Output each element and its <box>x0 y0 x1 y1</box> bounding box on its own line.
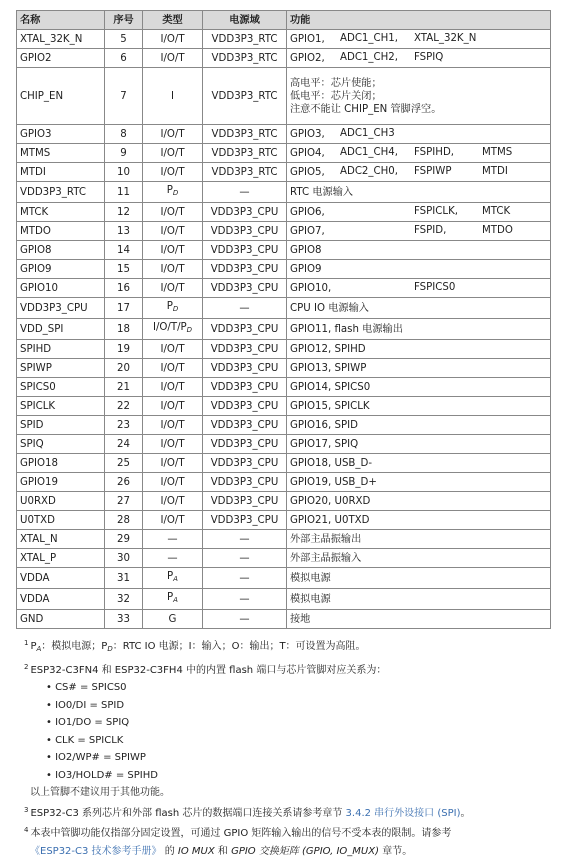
section-link[interactable]: 3.4.2 串行外设接口 (SPI) <box>346 808 461 819</box>
pin-number: 10 <box>105 163 143 182</box>
pin-name: XTAL_N <box>17 530 105 549</box>
pin-power-domain: VDD3P3_RTC <box>203 30 287 49</box>
pin-name: GND <box>17 610 105 629</box>
pin-type: I/O/T <box>143 378 203 397</box>
pin-number: 27 <box>105 492 143 511</box>
pin-name: GPIO3 <box>17 125 105 144</box>
table-row <box>17 610 551 629</box>
footnote-1: $^1$ $P_A$：模拟电源；$P_D$：RTC IO 电源；I：输入；O：输出；T：可设置为高阻。 <box>16 635 550 659</box>
pin-type: I/O/T <box>143 30 203 49</box>
pin-name: GPIO19 <box>17 473 105 492</box>
pin-power-domain: VDD3P3_CPU <box>203 492 287 511</box>
bullet-item: • IO2/WP# = SPIWP <box>16 749 550 767</box>
pin-number: 8 <box>105 125 143 144</box>
pin-number: 29 <box>105 530 143 549</box>
pin-number: 28 <box>105 511 143 530</box>
pin-power-domain: VDD3P3_CPU <box>203 359 287 378</box>
pin-number: 19 <box>105 340 143 359</box>
pin-power-domain: VDD3P3_CPU <box>203 435 287 454</box>
pin-function: GPIO10, FSPICS0 <box>287 279 551 298</box>
footnote-2: $^2$ ESP32-C3FN4 和 ESP32-C3FH4 中的内置 flash 端口与芯片管脚对应关系为： <box>16 659 550 680</box>
table-row <box>17 589 551 610</box>
pin-number: 5 <box>105 30 143 49</box>
pin-number: 25 <box>105 454 143 473</box>
table-row <box>17 49 551 68</box>
table-row <box>17 473 551 492</box>
pin-number: 9 <box>105 144 143 163</box>
footnote-4-cont: 《ESP32-C3 技术参考手册》 的 IO MUX 和 GPIO 交换矩阵 (GPIO, IO_MUX) 章节。 <box>16 843 550 860</box>
pin-type: I/O/T <box>143 49 203 68</box>
pin-function: GPIO2, ADC1_CH2, FSPIQ <box>287 49 551 68</box>
pin-power-domain: — <box>203 530 287 549</box>
pin-function: GPIO21, U0TXD <box>287 511 551 530</box>
pin-type: I/O/T <box>143 435 203 454</box>
pin-power-domain: — <box>203 610 287 629</box>
pin-function: GPIO6, FSPICLK, MTCK <box>287 203 551 222</box>
pin-function: GPIO5, ADC2_CH0, FSPIWP MTDI <box>287 163 551 182</box>
pin-number: 23 <box>105 416 143 435</box>
footnote-4: $^4$ 本表中管脚功能仅指部分固定设置，可通过 GPIO 矩阵输入输出的信号不受本表的限制。请参考 <box>16 822 550 843</box>
pin-type: $P_A$ <box>143 568 203 589</box>
pin-type: $P_D$ <box>143 298 203 319</box>
pin-power-domain: VDD3P3_CPU <box>203 241 287 260</box>
table-row <box>17 182 551 203</box>
pin-function: GPIO18, USB_D- <box>287 454 551 473</box>
pin-number: 15 <box>105 260 143 279</box>
pin-number: 13 <box>105 222 143 241</box>
pin-power-domain: VDD3P3_CPU <box>203 397 287 416</box>
pin-name: SPICS0 <box>17 378 105 397</box>
bullet-item: • IO1/DO = SPIQ <box>16 714 550 732</box>
pin-function: GPIO17, SPIQ <box>287 435 551 454</box>
pin-power-domain: VDD3P3_CPU <box>203 454 287 473</box>
table-row <box>17 492 551 511</box>
pin-name: GPIO10 <box>17 279 105 298</box>
bullet-item: • CLK = SPICLK <box>16 732 550 750</box>
pin-number: 24 <box>105 435 143 454</box>
header-function: 功能 <box>287 11 551 30</box>
table-row <box>17 125 551 144</box>
pin-type: I/O/T <box>143 359 203 378</box>
pin-number: 18 <box>105 319 143 340</box>
pin-power-domain: VDD3P3_RTC <box>203 163 287 182</box>
pin-number: 20 <box>105 359 143 378</box>
pin-name: MTMS <box>17 144 105 163</box>
pin-function: GPIO12, SPIHD <box>287 340 551 359</box>
pin-function: GPIO9 <box>287 260 551 279</box>
pin-type: $I/O/T/P_D$ <box>143 319 203 340</box>
pin-name: GPIO2 <box>17 49 105 68</box>
pin-function: 外部主晶振输入 <box>287 549 551 568</box>
pin-name: U0TXD <box>17 511 105 530</box>
pin-power-domain: — <box>203 589 287 610</box>
pin-number: 17 <box>105 298 143 319</box>
pin-power-domain: VDD3P3_CPU <box>203 416 287 435</box>
pin-name: VDD_SPI <box>17 319 105 340</box>
pin-number: 31 <box>105 568 143 589</box>
pin-type: I/O/T <box>143 492 203 511</box>
pin-function: GPIO16, SPID <box>287 416 551 435</box>
bullet-item: • IO0/DI = SPID <box>16 697 550 715</box>
table-row <box>17 454 551 473</box>
footnote-2-tail: 以上管脚不建议用于其他功能。 <box>16 784 550 802</box>
pin-power-domain: — <box>203 549 287 568</box>
pin-power-domain: VDD3P3_CPU <box>203 340 287 359</box>
pin-number: 14 <box>105 241 143 260</box>
pin-type: I/O/T <box>143 203 203 222</box>
pin-name: VDD3P3_RTC <box>17 182 105 203</box>
pin-name: GPIO8 <box>17 241 105 260</box>
pin-function: GPIO19, USB_D+ <box>287 473 551 492</box>
header-type: 类型 <box>143 11 203 30</box>
table-row <box>17 222 551 241</box>
table-row <box>17 359 551 378</box>
pin-number: 21 <box>105 378 143 397</box>
pin-power-domain: — <box>203 182 287 203</box>
bullet-item: • IO3/HOLD# = SPIHD <box>16 767 550 785</box>
pin-function: GPIO11, flash 电源输出 <box>287 319 551 340</box>
pin-type: $P_D$ <box>143 182 203 203</box>
pin-number: 16 <box>105 279 143 298</box>
pin-table-container <box>16 10 550 860</box>
table-row <box>17 530 551 549</box>
pin-function: GPIO14, SPICS0 <box>287 378 551 397</box>
pin-function: CPU IO 电源输入 <box>287 298 551 319</box>
pin-type: I/O/T <box>143 397 203 416</box>
pin-number: 6 <box>105 49 143 68</box>
pin-power-domain: VDD3P3_CPU <box>203 319 287 340</box>
pin-number: 32 <box>105 589 143 610</box>
table-row <box>17 397 551 416</box>
table-row <box>17 319 551 340</box>
pin-type: — <box>143 530 203 549</box>
pin-power-domain: VDD3P3_CPU <box>203 378 287 397</box>
pin-power-domain: VDD3P3_CPU <box>203 511 287 530</box>
pin-type: I <box>143 68 203 125</box>
pin-type: I/O/T <box>143 340 203 359</box>
pin-function: GPIO1, ADC1_CH1, XTAL_32K_N <box>287 30 551 49</box>
pin-power-domain: VDD3P3_RTC <box>203 125 287 144</box>
pin-function: 外部主晶振输出 <box>287 530 551 549</box>
pin-name: XTAL_P <box>17 549 105 568</box>
table-row <box>17 511 551 530</box>
header-power-domain: 电源域 <box>203 11 287 30</box>
pin-function: 模拟电源 <box>287 568 551 589</box>
table-row <box>17 68 551 125</box>
pin-type: I/O/T <box>143 279 203 298</box>
pin-name: SPIHD <box>17 340 105 359</box>
pin-name: MTDO <box>17 222 105 241</box>
pin-function: GPIO15, SPICLK <box>287 397 551 416</box>
table-body <box>17 30 551 629</box>
pin-function: RTC 电源输入 <box>287 182 551 203</box>
table-row <box>17 163 551 182</box>
table-row <box>17 203 551 222</box>
manual-link[interactable]: 《ESP32-C3 技术参考手册》 <box>30 846 162 857</box>
pin-name: SPID <box>17 416 105 435</box>
pin-function: GPIO8 <box>287 241 551 260</box>
pin-type: I/O/T <box>143 473 203 492</box>
footnotes <box>16 635 550 860</box>
pin-function: GPIO4, ADC1_CH4, FSPIHD, MTMS <box>287 144 551 163</box>
pin-name: XTAL_32K_N <box>17 30 105 49</box>
pin-name: SPIQ <box>17 435 105 454</box>
table-row <box>17 279 551 298</box>
pin-power-domain: VDD3P3_RTC <box>203 49 287 68</box>
pin-type: I/O/T <box>143 163 203 182</box>
table-row <box>17 435 551 454</box>
pin-number: 22 <box>105 397 143 416</box>
pin-function: GPIO7, FSPID, MTDO <box>287 222 551 241</box>
pin-power-domain: — <box>203 568 287 589</box>
table-header-row <box>17 11 551 30</box>
pin-type: I/O/T <box>143 416 203 435</box>
table-row <box>17 549 551 568</box>
pin-type: I/O/T <box>143 260 203 279</box>
pin-type: I/O/T <box>143 125 203 144</box>
table-row <box>17 568 551 589</box>
pin-name: GPIO9 <box>17 260 105 279</box>
pin-type: I/O/T <box>143 144 203 163</box>
header-number: 序号 <box>105 11 143 30</box>
pin-name: SPIWP <box>17 359 105 378</box>
pin-power-domain: VDD3P3_CPU <box>203 203 287 222</box>
header-name: 名称 <box>17 11 105 30</box>
pin-number: 12 <box>105 203 143 222</box>
pin-number: 33 <box>105 610 143 629</box>
pin-power-domain: VDD3P3_RTC <box>203 68 287 125</box>
table-row <box>17 340 551 359</box>
pin-function: GPIO13, SPIWP <box>287 359 551 378</box>
pin-name: SPICLK <box>17 397 105 416</box>
pin-power-domain: VDD3P3_RTC <box>203 144 287 163</box>
pin-type: G <box>143 610 203 629</box>
pin-name: GPIO18 <box>17 454 105 473</box>
pin-function: 接地 <box>287 610 551 629</box>
pin-name: VDD3P3_CPU <box>17 298 105 319</box>
pin-name: MTDI <box>17 163 105 182</box>
pin-function: 模拟电源 <box>287 589 551 610</box>
pin-number: 26 <box>105 473 143 492</box>
pin-function: 高电平：芯片使能； 低电平：芯片关闭； 注意不能让 CHIP_EN 管脚浮空。 <box>287 68 551 125</box>
pin-name: U0RXD <box>17 492 105 511</box>
pin-name: MTCK <box>17 203 105 222</box>
bullet-item: • CS# = SPICS0 <box>16 679 550 697</box>
table-row <box>17 30 551 49</box>
pin-power-domain: VDD3P3_CPU <box>203 279 287 298</box>
table-row <box>17 298 551 319</box>
footnote-3: $^3$ ESP32-C3 系列芯片和外部 flash 芯片的数据端口连接关系请参考章节 3.4.2 串行外设接口 (SPI)。 <box>16 802 550 823</box>
pin-table <box>16 10 551 629</box>
pin-power-domain: — <box>203 298 287 319</box>
pin-number: 7 <box>105 68 143 125</box>
pin-type: I/O/T <box>143 222 203 241</box>
pin-power-domain: VDD3P3_CPU <box>203 473 287 492</box>
table-row <box>17 260 551 279</box>
pin-power-domain: VDD3P3_CPU <box>203 222 287 241</box>
table-row <box>17 241 551 260</box>
pin-number: 11 <box>105 182 143 203</box>
pin-power-domain: VDD3P3_CPU <box>203 260 287 279</box>
pin-type: I/O/T <box>143 454 203 473</box>
pin-number: 30 <box>105 549 143 568</box>
pin-type: I/O/T <box>143 241 203 260</box>
pin-name: VDDA <box>17 568 105 589</box>
pin-name: VDDA <box>17 589 105 610</box>
pin-type: $P_A$ <box>143 589 203 610</box>
pin-function: GPIO20, U0RXD <box>287 492 551 511</box>
table-row <box>17 378 551 397</box>
table-row <box>17 416 551 435</box>
table-row <box>17 144 551 163</box>
pin-type: I/O/T <box>143 511 203 530</box>
pin-function: GPIO3, ADC1_CH3 <box>287 125 551 144</box>
pin-type: — <box>143 549 203 568</box>
pin-name: CHIP_EN <box>17 68 105 125</box>
